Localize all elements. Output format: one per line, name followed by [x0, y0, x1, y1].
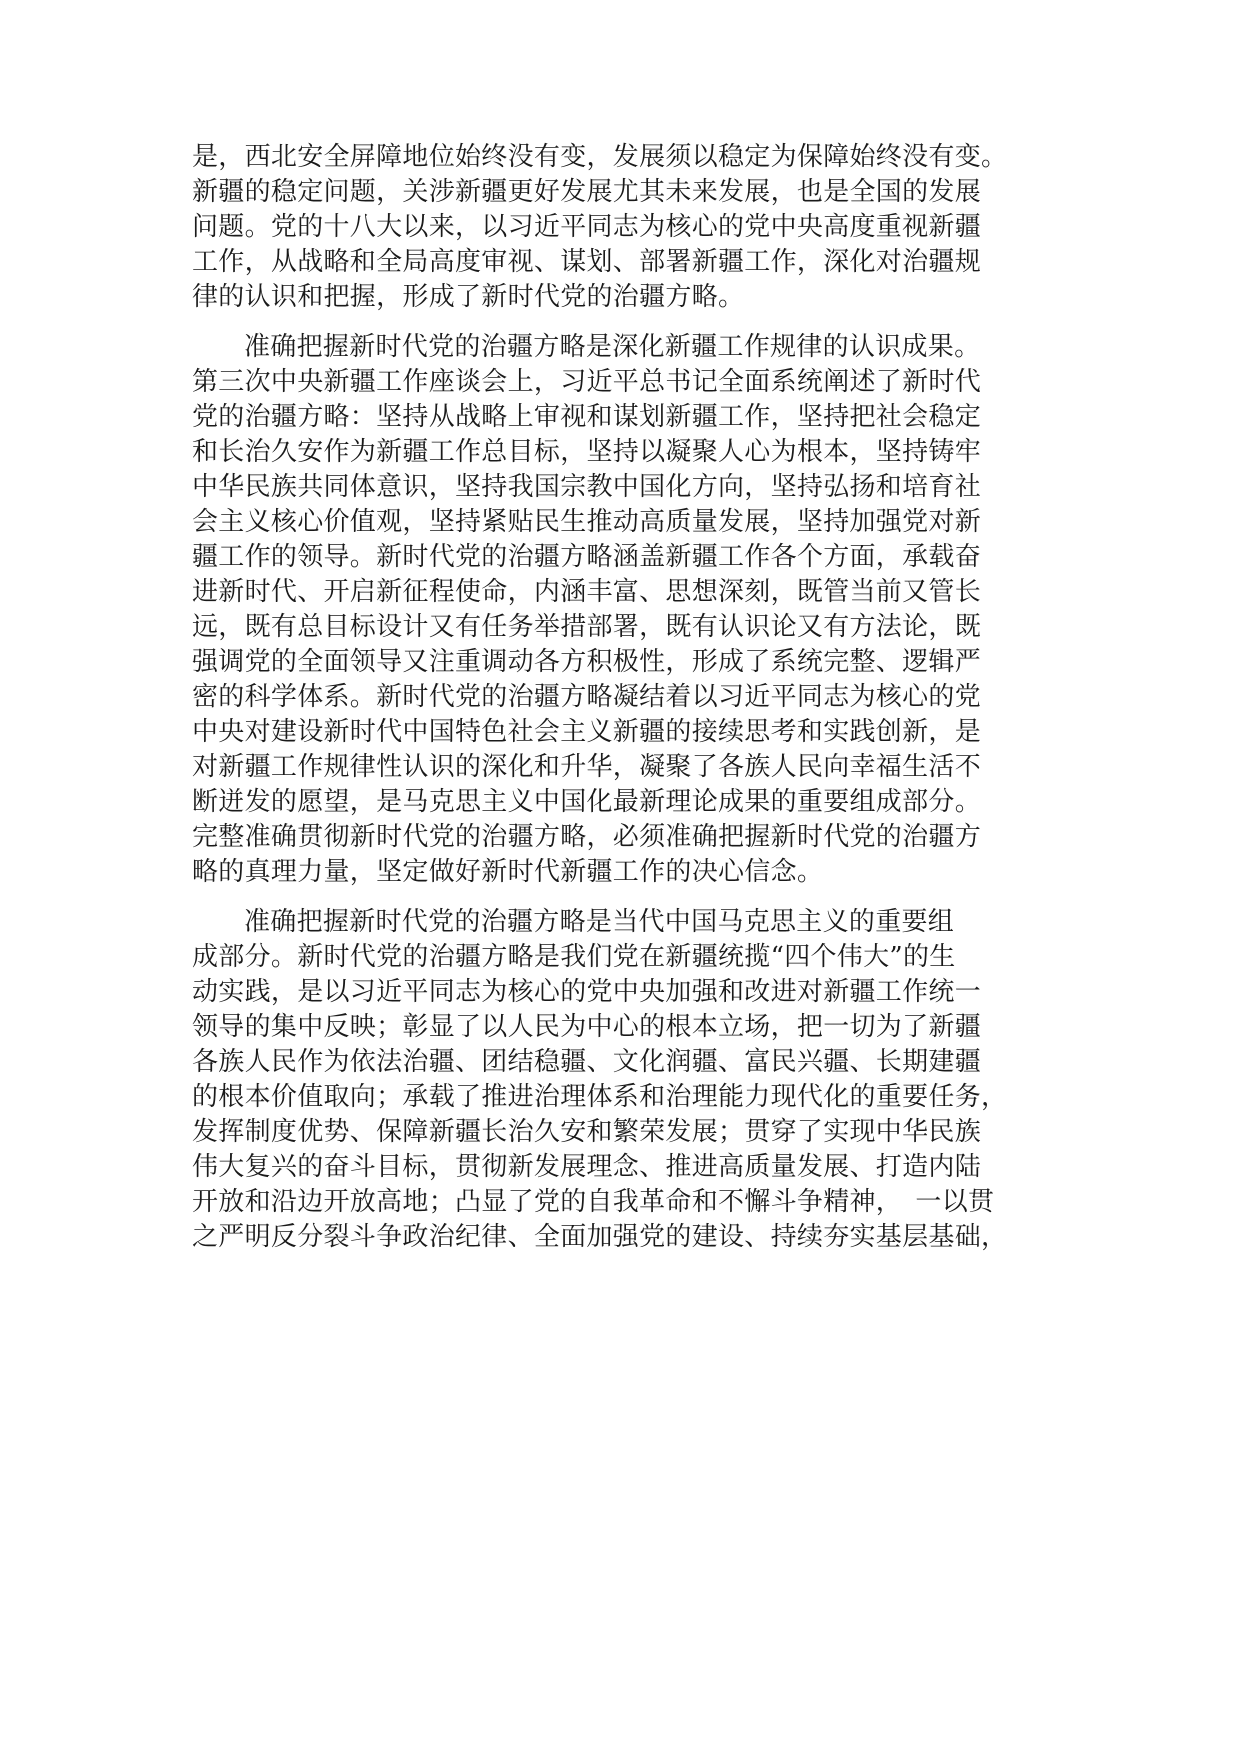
text-line: 完整准确贯彻新时代党的治疆方略，必须准确把握新时代党的治疆方 — [192, 822, 982, 852]
text-line: 发挥制度优势、保障新疆长治久安和繁荣发展；贯穿了实现中华民族 — [192, 1117, 982, 1147]
text-line: 各族人民作为依法治疆、团结稳疆、文化润疆、富民兴疆、长期建疆 — [192, 1047, 982, 1077]
text-line: 成部分。新时代党的治疆方略是我们党在新疆统揽“四个伟大”的生 — [192, 942, 956, 972]
paragraph-first-line: 准确把握新时代党的治疆方略是深化新疆工作规律的认识成果。 — [244, 332, 981, 362]
text-line: 疆工作的领导。新时代党的治疆方略涵盖新疆工作各个方面，承载奋 — [192, 542, 982, 572]
text-line: 会主义核心价值观，坚持紧贴民生推动高质量发展，坚持加强党对新 — [192, 507, 982, 537]
text-line: 工作，从战略和全局高度审视、谋划、部署新疆工作，深化对治疆规 — [192, 247, 982, 277]
text-line: 中央对建设新时代中国特色社会主义新疆的接续思考和实践创新，是 — [192, 717, 982, 747]
text-line: 党的治疆方略：坚持从战略上审视和谋划新疆工作，坚持把社会稳定 — [192, 402, 982, 432]
text-line: 和长治久安作为新疆工作总目标，坚持以凝聚人心为根本，坚持铸牢 — [192, 437, 982, 467]
text-line: 是，西北安全屏障地位始终没有变，发展须以稳定为保障始终没有变。 — [192, 142, 1008, 172]
text-line: 伟大复兴的奋斗目标，贯彻新发展理念、推进高质量发展、打造内陆 — [192, 1152, 982, 1182]
text-line: 律的认识和把握，形成了新时代党的治疆方略。 — [192, 282, 745, 312]
text-line: 进新时代、开启新征程使命，内涵丰富、思想深刻，既管当前又管长 — [192, 577, 982, 607]
paragraph-first-line: 准确把握新时代党的治疆方略是当代中国马克思主义的重要组 — [244, 907, 955, 937]
text-line: 强调党的全面领导又注重调动各方积极性，形成了系统完整、逻辑严 — [192, 647, 982, 677]
text-line: 略的真理力量，坚定做好新时代新疆工作的决心信念。 — [192, 857, 824, 887]
text-line: 密的科学体系。新时代党的治疆方略凝结着以习近平同志为核心的党 — [192, 682, 982, 712]
text-line: 新疆的稳定问题，关涉新疆更好发展尤其未来发展，也是全国的发展 — [192, 177, 982, 207]
text-line: 的根本价值取向；承载了推进治理体系和治理能力现代化的重要任务， — [192, 1082, 1008, 1112]
text-line: 断迸发的愿望，是马克思主义中国化最新理论成果的重要组成部分。 — [192, 787, 982, 817]
text-line: 领导的集中反映；彰显了以人民为中心的根本立场，把一切为了新疆 — [192, 1012, 982, 1042]
text-line: 问题。党的十八大以来，以习近平同志为核心的党中央高度重视新疆 — [192, 212, 982, 242]
text-line: 第三次中央新疆工作座谈会上，习近平总书记全面系统阐述了新时代 — [192, 367, 982, 397]
text-line: 开放和沿边开放高地；凸显了党的自我革命和不懈斗争精神， 一以贯 — [192, 1187, 995, 1217]
text-line: 远，既有总目标设计又有任务举措部署，既有认识论又有方法论，既 — [192, 612, 982, 642]
text-line: 动实践，是以习近平同志为核心的党中央加强和改进对新疆工作统一 — [192, 977, 982, 1007]
text-line: 之严明反分裂斗争政治纪律、全面加强党的建设、持续夯实基层基础， — [192, 1222, 1008, 1252]
text-line: 对新疆工作规律性认识的深化和升华，凝聚了各族人民向幸福生活不 — [192, 752, 982, 782]
text-line: 中华民族共同体意识，坚持我国宗教中国化方向，坚持弘扬和培育社 — [192, 472, 982, 502]
